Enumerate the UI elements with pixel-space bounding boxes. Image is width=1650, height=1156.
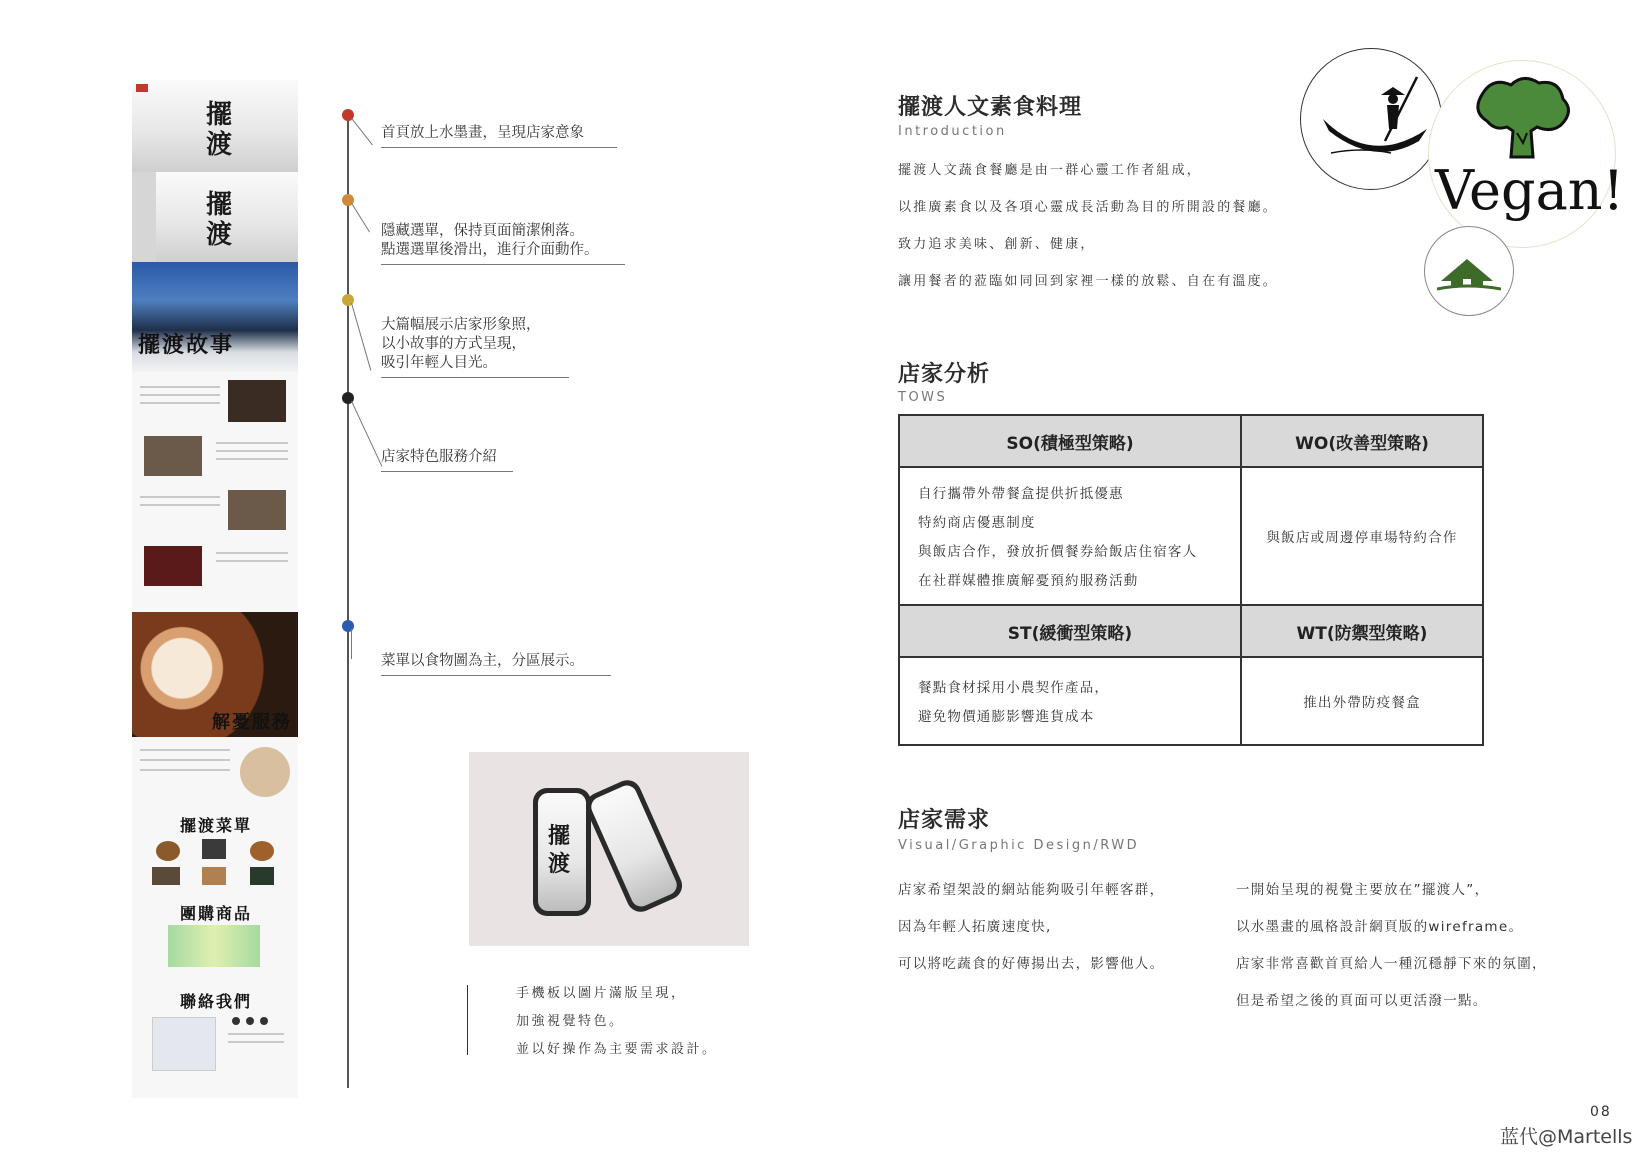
so-header: SO(積極型策略)	[899, 415, 1241, 467]
service-text-preview	[132, 737, 298, 807]
intro-line: 擺渡人文蔬食餐廳是由一群心靈工作者組成，	[898, 163, 1203, 178]
group-buy-preview	[132, 897, 298, 983]
caption-bar	[467, 985, 468, 1055]
caption-line: 並以好操作為主要需求設計。	[516, 1042, 718, 1057]
vegan-text: Vegan!	[1435, 159, 1625, 222]
contact-preview	[132, 983, 298, 1098]
intro-title: 擺渡人文素食料理	[898, 95, 1083, 120]
wt-header: WT(防禦型策略)	[1241, 605, 1483, 657]
story-title: 擺渡故事	[138, 332, 235, 358]
home-logo	[1424, 226, 1514, 316]
analysis-subtitle: TOWS	[898, 390, 948, 405]
caption-line: 加強視覺特色。	[516, 1014, 625, 1029]
st-item: 餐點食材採用小農契作產品，	[918, 680, 1110, 696]
menu-preview	[132, 807, 298, 897]
logo-char-2: 渡	[206, 220, 233, 250]
contact-title: 聯絡我們	[180, 992, 253, 1011]
st-header: ST(緩衝型策略)	[899, 605, 1241, 657]
needs-line: 一開始呈現的視覺主要放在”擺渡人”，	[1236, 882, 1490, 898]
photo-thumb	[228, 380, 286, 422]
logo-char-1: 擺	[206, 190, 233, 220]
intro-subtitle: Introduction	[898, 124, 1007, 139]
wo-header: WO(改善型策略)	[1241, 415, 1483, 467]
intro-line: 以推廣素食以及各項心靈成長活動為目的所開設的餐廳。	[898, 200, 1279, 215]
website-preview-strip	[132, 80, 298, 1098]
needs-line: 但是希望之後的頁面可以更活潑一點。	[1236, 993, 1488, 1009]
callout-text: 首頁放上水墨畫，呈現店家意象	[381, 125, 584, 141]
phone-back	[581, 776, 686, 917]
broccoli-icon	[1467, 71, 1577, 171]
coffee-photo	[240, 747, 290, 797]
mockup-caption	[516, 980, 718, 1064]
needs-line: 店家非常喜歡首頁給人一種沉穩靜下來的氛圍，	[1236, 956, 1547, 972]
photo-thumb	[144, 436, 202, 476]
connector-line	[351, 629, 352, 659]
so-item: 與飯店合作，發放折價餐券給飯店住宿客人	[918, 544, 1198, 560]
logo-char-1: 擺	[548, 823, 571, 849]
intro-line: 致力追求美味、創新、健康，	[898, 237, 1096, 252]
callout-services	[381, 448, 513, 472]
callout-story	[381, 316, 569, 378]
menu-title: 擺渡菜單	[180, 816, 253, 835]
callout-text: 菜單以食物圖為主，分區展示。	[381, 653, 584, 669]
callout-text: 以小故事的方式呈現，	[381, 336, 526, 352]
callout-menu	[381, 222, 625, 265]
connector-line	[351, 401, 382, 467]
phone-front	[533, 788, 591, 916]
connector-line	[351, 303, 371, 371]
photo-thumb	[144, 546, 202, 586]
connector-line	[351, 118, 373, 145]
so-item: 特約商店優惠制度	[918, 515, 1036, 531]
so-cell	[899, 467, 1241, 605]
logo-char-2: 渡	[548, 851, 571, 877]
needs-subtitle: Visual/Graphic Design/RWD	[898, 838, 1140, 853]
phone-mockup-image	[469, 752, 749, 946]
intro-line: 讓用餐者的蒞臨如同回到家裡一樣的放鬆、自在有溫度。	[898, 274, 1279, 289]
vegan-logo	[1428, 60, 1625, 248]
boatman-icon	[1301, 49, 1441, 189]
boatman-logo	[1300, 48, 1442, 190]
house-icon	[1437, 249, 1501, 293]
callout-food-menu	[381, 652, 611, 676]
logo-char-1: 擺	[206, 100, 233, 130]
callout-text: 大篇幅展示店家形象照，	[381, 317, 541, 333]
needs-line: 店家希望架設的網站能夠吸引年輕客群，	[898, 882, 1165, 898]
group-banner	[168, 925, 260, 967]
map-thumb	[152, 1017, 216, 1071]
callout-text: 吸引年輕人目光。	[381, 355, 497, 371]
so-item: 自行攜帶外帶餐盒提供折抵優惠	[918, 486, 1124, 502]
photo-thumb	[228, 490, 286, 530]
homepage-preview	[132, 80, 298, 172]
wt-cell: 推出外帶防疫餐盒	[1241, 657, 1483, 745]
callout-text: 點選選單後滑出，進行介面動作。	[381, 242, 599, 258]
needs-title: 店家需求	[898, 808, 991, 833]
watermark: 蓝代@Martells	[1500, 1126, 1633, 1148]
needs-line: 以水墨畫的風格設計網頁版的wireframe。	[1236, 919, 1524, 935]
so-item: 在社群媒體推廣解憂預約服務活動	[918, 573, 1139, 589]
caption-line: 手機板以圖片滿版呈現，	[516, 986, 687, 1001]
cafe-photo-preview	[132, 612, 298, 737]
connector-line	[351, 203, 370, 232]
intro-body	[898, 152, 1278, 300]
st-item: 避免物價通膨影響進貨成本	[918, 709, 1095, 725]
callout-text: 隱藏選單，保持頁面簡潔俐落。	[381, 223, 584, 239]
page-number: 08	[1590, 1104, 1612, 1120]
callout-text: 店家特色服務介紹	[381, 449, 497, 465]
needs-line: 可以將吃蔬食的好傳揚出去，影響他人。	[898, 956, 1165, 972]
logo-char-2: 渡	[206, 130, 233, 160]
needs-right	[1236, 872, 1547, 1020]
callout-homepage	[381, 124, 617, 148]
story-preview	[132, 262, 298, 372]
brand-mark	[136, 84, 148, 92]
needs-left	[898, 872, 1164, 983]
wo-cell: 與飯店或周邊停車場特約合作	[1241, 467, 1483, 605]
st-cell	[899, 657, 1241, 745]
needs-line: 因為年輕人拓廣速度快,	[898, 919, 1052, 935]
timeline-dot	[342, 620, 354, 632]
menu-open-preview	[132, 172, 298, 262]
side-menu-panel	[132, 172, 156, 262]
analysis-title: 店家分析	[898, 362, 991, 387]
services-preview	[132, 372, 298, 612]
timeline-line	[347, 112, 349, 1088]
group-title: 團購商品	[180, 904, 253, 923]
tows-table	[898, 414, 1484, 746]
service-title: 解憂服務	[212, 712, 292, 733]
